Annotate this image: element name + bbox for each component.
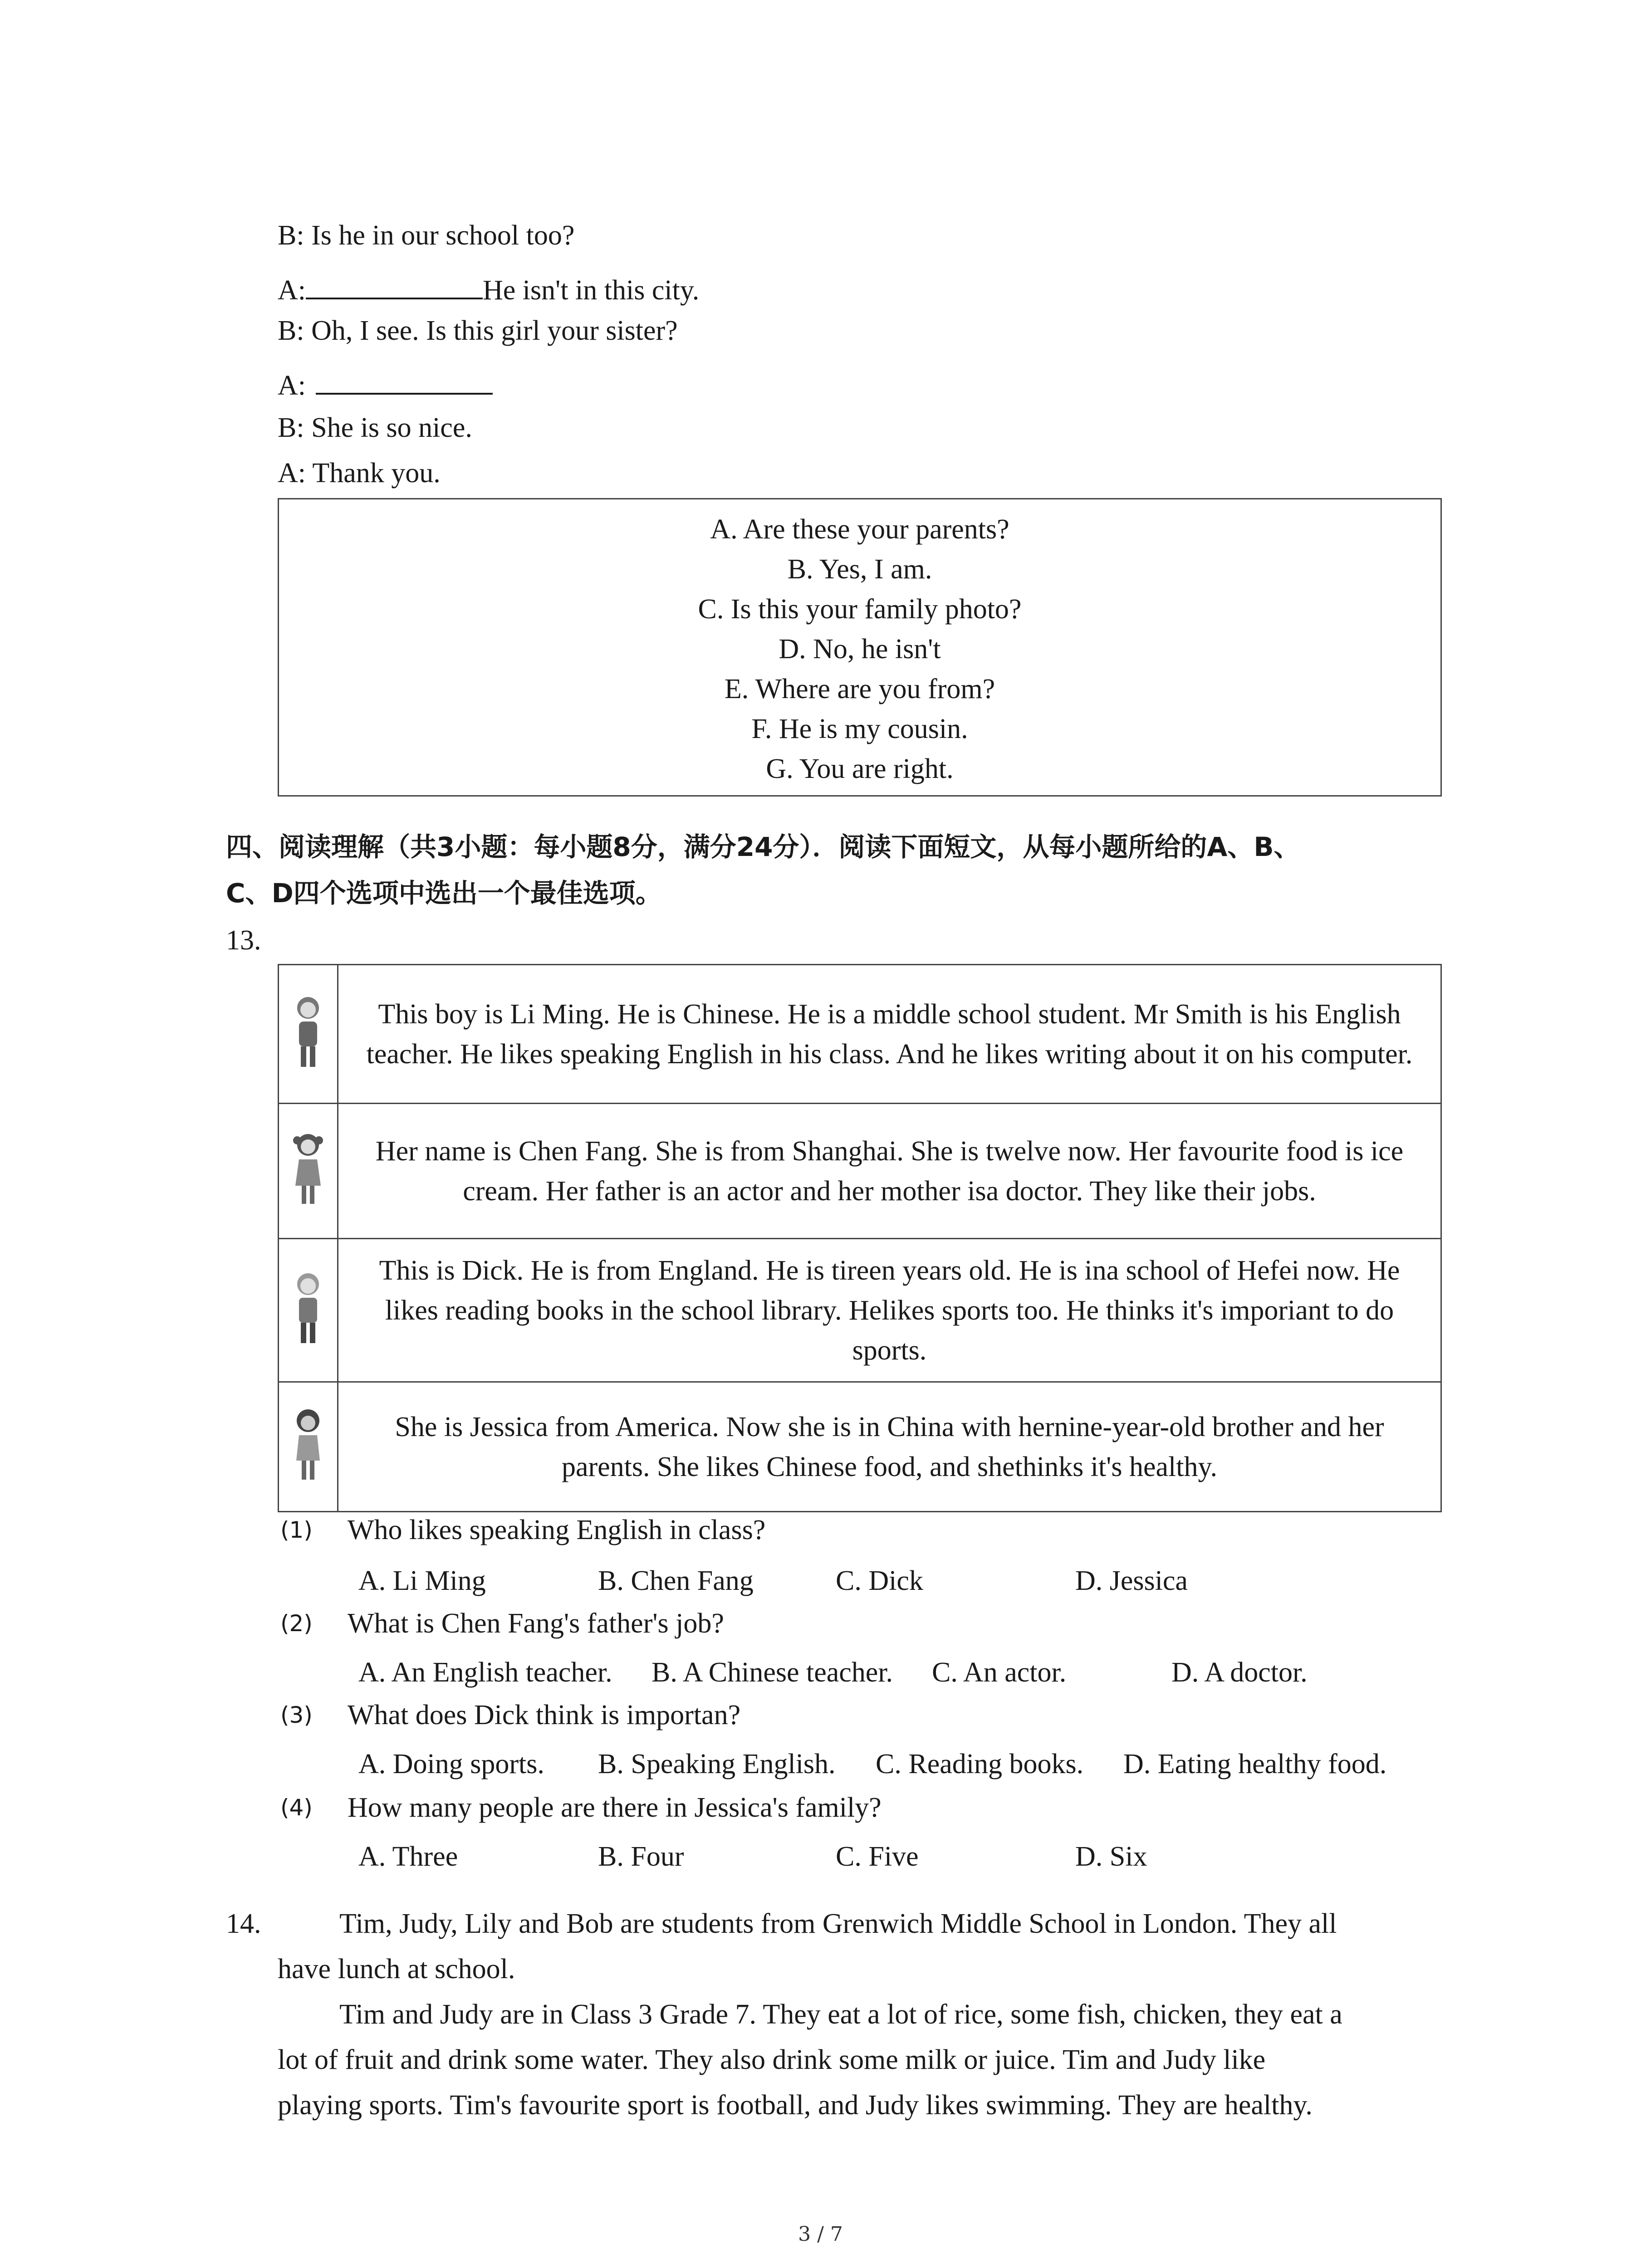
choice-c[interactable]: C. Reading books. (876, 1749, 1084, 1779)
choice-a[interactable]: A. Doing sports. (358, 1749, 544, 1779)
girl-icon (279, 1382, 338, 1512)
answer-blank[interactable] (306, 271, 483, 299)
sub-question-text: Who likes speaking English in class? (348, 1515, 766, 1545)
choice-a[interactable]: A. Three (358, 1841, 458, 1872)
choice-a[interactable]: A. An English teacher. (358, 1657, 612, 1688)
boy-icon (279, 1239, 338, 1382)
option-item: F. He is my cousin. (751, 714, 968, 744)
option-item: B. Yes, I am. (787, 554, 932, 585)
passage-line: have lunch at school. (278, 1954, 515, 1984)
sub-question-number: (4) (280, 1794, 313, 1821)
choice-c[interactable]: C. Dick (836, 1565, 923, 1596)
dialogue-line: B: Oh, I see. Is this girl your sister? (278, 315, 678, 346)
answer-blank[interactable] (316, 367, 493, 395)
choice-d[interactable]: D. Jessica (1075, 1565, 1188, 1596)
profile-table (278, 964, 1442, 1512)
profile-text: This boy is Li Ming. He is Chinese. He is a middle school student. Mr Smith is his English teacher. He likes speaking English in his class. And he likes writing about it on his computer. (338, 965, 1441, 1104)
choice-b[interactable]: B. Speaking English. (598, 1749, 836, 1779)
question-number: 13. (226, 925, 261, 956)
profile-text: This is Dick. He is from England. He is tireen years old. He is ina school of Hefei now. He likes reading books in the school library. Helikes sports too. He thinks it's imporiant to do sports. (338, 1239, 1441, 1382)
passage-line: lot of fruit and drink some water. They also drink some milk or juice. Tim and Judy like (278, 2044, 1266, 2075)
option-item: D. No, he isn't (779, 634, 941, 665)
choice-d[interactable]: D. A doctor. (1171, 1657, 1308, 1688)
sub-question-text: What is Chen Fang's father's job? (348, 1608, 724, 1639)
boy-icon (279, 965, 338, 1104)
option-item: C. Is this your family photo? (698, 594, 1022, 625)
dialogue-line: A: Thank you. (278, 458, 441, 489)
profile-text: She is Jessica from America. Now she is in China with hernine-year-old brother and her parents. She likes Chinese food, and shethinks it's healthy. (338, 1382, 1441, 1512)
section-heading: 四、阅读理解（共3小题：每小题8分，满分24分）．阅读下面短文，从每小题所给的A、B、 (226, 831, 1300, 862)
dialogue-line: B: She is so nice. (278, 412, 472, 443)
sub-question-text: How many people are there in Jessica's family? (348, 1792, 882, 1823)
girl-icon (279, 1104, 338, 1239)
dialogue-line: A: (278, 367, 493, 400)
choice-a[interactable]: A. Li Ming (358, 1565, 486, 1596)
table-row (279, 1239, 1441, 1382)
option-item: E. Where are you from? (724, 674, 995, 704)
dialogue-line: B: Is he in our school too? (278, 220, 575, 251)
profile-text: Her name is Chen Fang. She is from Shanghai. She is twelve now. Her favourite food is ice cream. Her father is an actor and her mother isa doctor. They like their jobs. (338, 1104, 1441, 1239)
section-heading: C、D四个选项中选出一个最佳选项。 (226, 878, 662, 909)
choice-b[interactable]: B. Four (598, 1841, 684, 1872)
choice-c[interactable]: C. An actor. (932, 1657, 1067, 1688)
sub-question-text: What does Dick think is importan? (348, 1700, 741, 1730)
dialogue-line: A: He isn't in this city. (278, 271, 699, 304)
options-box (278, 498, 1442, 797)
option-item: G. You are right. (766, 753, 954, 784)
sub-question-number: (2) (280, 1610, 313, 1637)
option-item: A. Are these your parents? (710, 514, 1009, 545)
page-number: 3 / 7 (798, 2223, 843, 2246)
choice-d[interactable]: D. Six (1075, 1841, 1147, 1872)
table-row (279, 1104, 1441, 1239)
choice-b[interactable]: B. Chen Fang (598, 1565, 754, 1596)
passage-line: playing sports. Tim's favourite sport is football, and Judy likes swimming. They are healthy. (278, 2090, 1313, 2121)
choice-b[interactable]: B. A Chinese teacher. (652, 1657, 893, 1688)
passage-line: Tim, Judy, Lily and Bob are students from Grenwich Middle School in London. They all (339, 1908, 1337, 1939)
sub-question-number: (3) (280, 1702, 313, 1728)
sub-question-number: (1) (280, 1517, 313, 1543)
table-row (279, 965, 1441, 1104)
passage-line: Tim and Judy are in Class 3 Grade 7. They eat a lot of rice, some fish, chicken, they eat a (339, 1999, 1342, 2030)
question-number: 14. (226, 1908, 261, 1939)
table-row (279, 1382, 1441, 1512)
choice-d[interactable]: D. Eating healthy food. (1123, 1749, 1387, 1779)
choice-c[interactable]: C. Five (836, 1841, 919, 1872)
